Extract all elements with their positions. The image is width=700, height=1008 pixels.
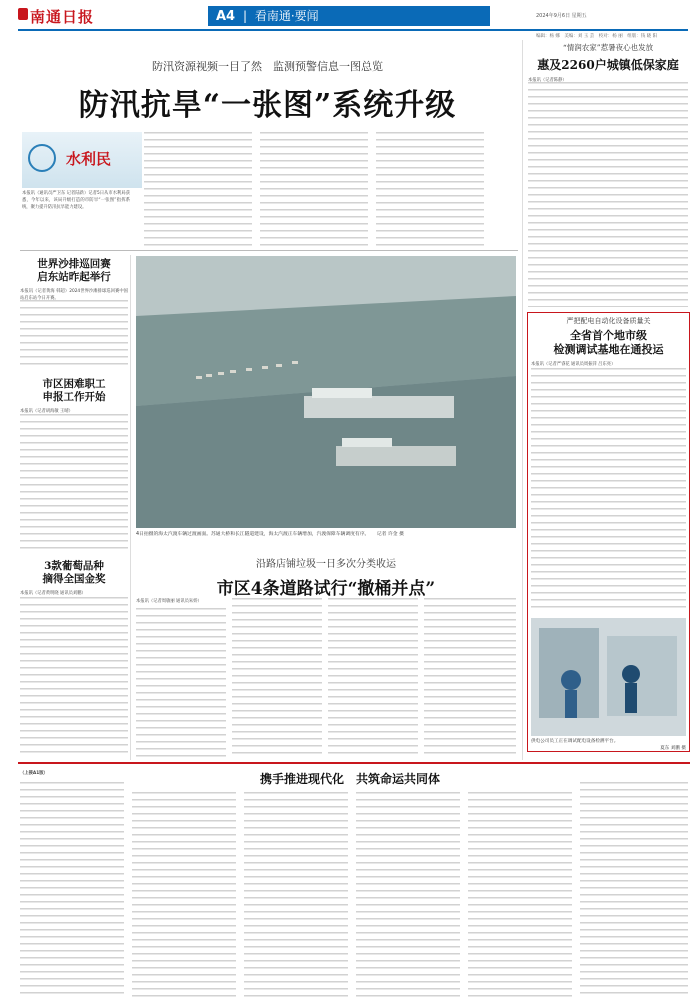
bottom-column-1 [20,782,124,997]
roads-story-column-4 [424,598,516,758]
bottom-column-3 [244,792,348,997]
bottom-divider [18,762,690,764]
roads-story-column-1 [136,608,226,758]
section-bar: A4 | 看南通·要闻 [208,6,490,26]
top-story-kicker: 防汛资源视频一目了然 监测预警信息一图总览 [152,60,383,73]
ferry-photo-credit: 记者 许金 摄 [376,532,404,537]
power-grid-headline: 全省首个地市级 检测调试基地在通投运 [553,329,664,356]
page-header [0,0,700,30]
grid-lab-credit: 夏东 刘鹏 摄 [660,746,686,751]
top-story-headline: 防汛抗旱“一张图”系统升级 [78,88,457,123]
grid-lab-caption-text: 供电公司员工正在调试配电设备检测平台。 [531,739,619,744]
story-workers [20,378,128,416]
story-beach-volley-body [20,300,128,370]
grid-lab-caption [531,738,686,745]
roads-story-column-2 [232,598,322,758]
water-drop-icon [28,144,56,172]
graphic-label: 水利民 [66,150,112,168]
column-divider [522,40,523,760]
power-grid-body [531,368,686,613]
story-beach-volley-byline: 本报讯（记者黄海 韩超）2024世界沙滩排球巡回赛中国站启东站今日开赛。 [20,289,128,300]
story-grapes [20,560,128,598]
top-story-column-3 [260,132,368,246]
newspaper-logo: 南通日报 [30,8,95,26]
newspaper-logo-icon [18,8,28,20]
top-story-column-4 [376,132,484,246]
low-income-body [528,82,688,307]
bottom-story-prefix: （上接A1版） [20,771,48,776]
ferry-photo [136,256,516,528]
top-story-lead: 本报讯（通讯员严卫东 记者陆新）记者5日从市水利局获悉，今年以来，该局升级打造的市防旱“一张图”指挥系统，聚力提升防汛抗旱能力建设。 [22,191,130,210]
story-grapes-body [20,597,128,757]
water-graphic [22,132,142,188]
roads-story-column-3 [328,598,418,758]
story-grapes-headline: 3款葡萄品种 摘得全国金奖 [42,560,106,585]
bottom-column-2 [132,792,236,997]
column-divider [130,255,131,760]
story-workers-body [20,414,128,554]
ferry-photo-caption [136,531,516,538]
ferry-photo-image [136,256,516,528]
power-grid-kicker: 严把配电自动化设备质量关 [566,317,651,325]
section-number: A4 [216,9,236,24]
power-grid-byline: 本报讯（记者严睿花 通讯员周振萍 吕东亮） [531,362,616,367]
header-divider [18,29,688,31]
ferry-caption-text: 4日拍摄的海太汽渡车辆过渡画面。苏通大桥和长江隧道建设，海太汽渡正车辆增加，汽渡保障车辆调度有序。 [136,532,370,537]
story-grapes-byline: 本报讯（记者黄明晓 通讯员刘鹏） [20,591,86,596]
roads-story-headline: 市区4条道路试行“撤桶并点” [216,579,436,599]
bottom-story-headline: 携手推进现代化 共筑命运共同体 [259,772,440,786]
story-beach-volley-headline: 世界沙排巡回赛 启东站昨起举行 [37,258,111,283]
editors-credit: 编辑：杨 娜 美编：刘 玉 芸 校对：杨 丽 组版：钱 晓 阳 [536,34,658,39]
grid-lab-image [531,618,686,736]
roads-story [136,555,516,599]
roads-story-byline: 本报讯（记者周敏丽 通讯员朱娇） [136,599,202,604]
story-workers-byline: 本报讯（记者胡海敏 王晴） [20,409,73,414]
section-title: 看南通·要闻 [254,9,319,23]
roads-story-kicker: 沿路店铺垃圾一日多次分类收运 [256,559,396,570]
grid-lab-photo [531,618,686,736]
bottom-column-4 [356,792,460,997]
bottom-column-5 [468,792,572,997]
divider [20,250,518,251]
story-beach-volley [20,258,128,300]
bottom-column-6 [580,782,688,997]
power-grid-story [531,316,686,369]
low-income-kicker: “情润农家”惹暑夜心也发放 [562,43,654,52]
top-story-column-2 [144,132,252,246]
issue-date: 2024年9月6日 星期五 [536,13,587,19]
low-income-story [528,42,688,85]
story-workers-headline: 市区困难职工 申报工作开始 [42,378,106,403]
top-story [20,58,515,124]
low-income-byline: 本报讯（记者陈静） [528,78,567,83]
low-income-headline: 惠及2260户城镇低保家庭 [537,58,679,72]
